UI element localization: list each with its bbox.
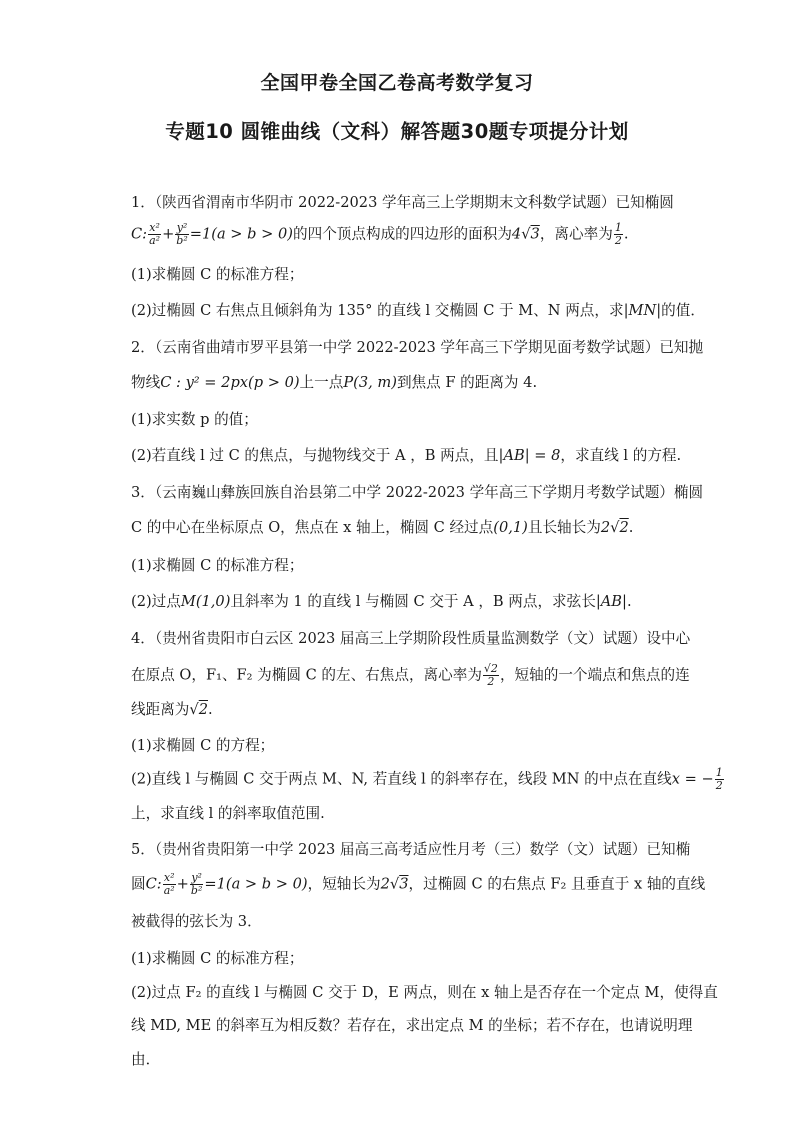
frac-one-half: $\frac{1}{2}$ [614, 221, 622, 247]
problem-5-question-2c: 由． [131, 1051, 161, 1068]
problem-3-question-1: (1)求椭圆 C 的标准方程； [131, 557, 304, 574]
document-subtitle: 专题10 圆锥曲线（文科）解答题30题专项提分计划 [165, 120, 629, 143]
problem-1-question-2: (2)过椭圆 C 右焦点且倾斜角为 135° 的直线 l 交椭圆 C 于 M、N 两点，求|MN|的值． [131, 302, 705, 319]
problem-3-line-1: 3．（云南巍山彝族回族自治县第二中学 2022-2023 学年高三下学期月考数学试题）椭圆 [131, 484, 704, 501]
problem-5-line-2: 圆C: $\frac{\text{x²}}{\text{a²}}$ + $\frac{\text{y²}}{\text{b²}}$ =1(a > b > 0)，短轴长为2√3，过椭圆 C 的右焦点 F₂ 且垂直于 x 轴的直线 [131, 871, 706, 897]
problem-1-line-1: 1．（陕西省渭南市华阴市 2022-2023 学年高三上学期期末文科数学试题）已知椭圆 [131, 194, 674, 211]
document-title: 全国甲卷全国乙卷高考数学复习 [260, 72, 534, 94]
problem-4-question-2b: 上，求直线 l 的斜率取值范围. [131, 805, 325, 822]
problem-3-question-2: (2)过点M(1,0)且斜率为 1 的直线 l 与椭圆 C 交于 A ，B 两点，求弦长|AB|. [131, 593, 632, 610]
problem-1-line-2: C: $\frac{\text{x²}}{\text{a²}}$ + $\frac{\text{y²}}{\text{b²}}$ =1(a > b > 0)的四个顶点构成的四边形的面积为4√3，离心率为 $\frac{1}{2}$ . [131, 221, 629, 247]
problem-2-question-1: (1)求实数 p 的值； [131, 411, 258, 428]
problem-3-line-2: C 的中心在坐标原点 O，焦点在 x 轴上，椭圆 C 经过点(0,1)且长轴长为2√2. [131, 519, 634, 536]
frac-sqrt2-over-2: $\frac{√2}{2}$ [483, 662, 498, 688]
problem-5-line-3: 被截得的弦长为 3． [131, 913, 262, 930]
problem-4-question-1: (1)求椭圆 C 的方程； [131, 737, 275, 754]
problem-4-question-2a: (2)直线 l 与椭圆 C 交于两点 M、N, 若直线 l 的斜率存在，线段 MN 的中点在直线x = − $\frac{1}{2}$ [131, 766, 723, 792]
problem-5-line-1: 5．（贵州省贵阳第一中学 2023 届高三高考适应性月考（三）数学（文）试题）已知椭 [131, 841, 691, 858]
frac-y2-b2: $\frac{\text{y²}}{\text{b²}}$ [176, 221, 188, 247]
problem-5-question-1: (1)求椭圆 C 的标准方程； [131, 950, 304, 967]
problem-2-line-2: 物线C : y² = 2px(p > 0)上一点P(3, m)到焦点 F 的距离为 4. [131, 374, 538, 391]
problem-2-question-2: (2)若直线 l 过 C 的焦点，与抛物线交于 A ，B 两点，且|AB| = 8，求直线 l 的方程. [131, 447, 682, 464]
frac-x2-a2: $\frac{\text{x²}}{\text{a²}}$ [149, 221, 161, 247]
problem-5-question-2b: 线 MD, ME 的斜率互为相反数？若存在，求出定点 M 的坐标；若不存在，也请说明理 [131, 1017, 693, 1034]
frac-one-half-neg: $\frac{1}{2}$ [715, 766, 723, 792]
problem-4-line-2: 在原点 O，F₁、F₂ 为椭圆 C 的左、右焦点，离心率为 $\frac{√2}{2}$ ，短轴的一个端点和焦点的连 [131, 662, 690, 688]
problem-5-question-2a: (2)过点 F₂ 的直线 l 与椭圆 C 交于 D，E 两点，则在 x 轴上是否存在一个定点 M，使得直 [131, 984, 718, 1001]
problem-4-line-1: 4．（贵州省贵阳市白云区 2023 届高三上学期阶段性质量监测数学（文）试题）设中心 [131, 630, 691, 647]
problem-2-line-1: 2．（云南省曲靖市罗平县第一中学 2022-2023 学年高三下学期见面考数学试题）已知抛 [131, 339, 704, 356]
problem-4-line-3: 线距离为√2. [131, 701, 213, 718]
sqrt-3: √3 [521, 225, 540, 243]
problem-1-question-1: (1)求椭圆 C 的标准方程； [131, 266, 304, 283]
